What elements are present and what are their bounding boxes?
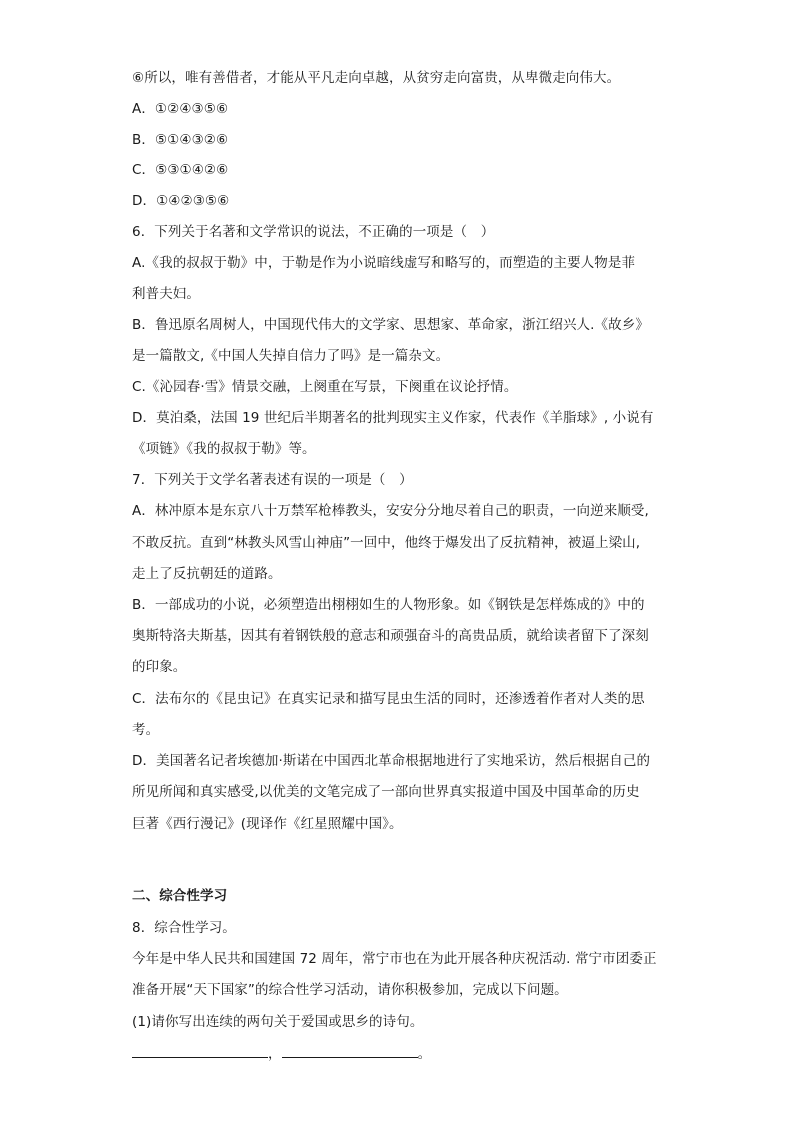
q7-stem: 7．下列关于文学名著表述有误的一项是（ ） [132,472,413,488]
q7-option-b-line3: 的印象。 [132,659,187,675]
q8-sub1-prompt: (1)请你写出连续的两句关于爱国或思乡的诗句。 [132,1014,424,1030]
q5-statement-6: ⑥所以，唯有善借者，才能从平凡走向卓越，从贫穷走向富贵，从卑微走向伟大。 [132,70,621,86]
answer-blank-1[interactable] [132,1043,268,1058]
q6-option-a-line2: 利普夫妇。 [132,286,200,302]
q7-option-b-line2: 奥斯特洛夫斯基，因其有着钢铁般的意志和顽强奋斗的高贵品质，就给读者留下了深刻 [132,628,649,644]
q7-option-d-line2: 所见所闻和真实感受,以优美的文笔完成了一部向世界真实报道中国及中国革命的历史 [132,784,640,800]
q6-option-b-line2: 是一篇散文,《中国人失掉自信力了吗》是一篇杂文。 [132,348,450,364]
q6-option-b-line1: B．鲁迅原名周树人，中国现代伟大的文学家、思想家、革命家，浙江绍兴人.《故乡》 [132,317,649,333]
q8-intro-line1: 今年是中华人民共和国建国 72 周年，常宁市也在为此开展各种庆祝活动. 常宁市团委正 [132,951,657,967]
q5-option-c: C．⑤③①④②⑥ [132,162,229,178]
section-heading: 二、综合性学习 [132,888,228,904]
q7-option-a-line1: A．林冲原本是东京八十万禁军枪棒教头，安安分分地尽着自己的职责，一向逆来顺受, [132,503,649,519]
q6-stem: 6．下列关于名著和文学常识的说法，不正确的一项是（ ） [132,224,495,240]
q7-option-b-line1: B．一部成功的小说，必须塑造出栩栩如生的人物形象。如《钢铁是怎样炼成的》中的 [132,597,645,613]
q8-intro-line2: 准备开展“天下国家”的综合性学习活动，请你积极参加，完成以下问题。 [132,982,568,998]
q5-option-b: B．⑤①④③②⑥ [132,132,229,148]
q6-option-c: C.《沁园春·雪》情景交融，上阕重在写景，下阕重在议论抒情。 [132,379,518,395]
q8-answer-line [132,1043,672,1064]
q6-option-d-line1: D．莫泊桑，法国 19 世纪后半期著名的批判现实主义作家，代表作《羊脂球》, 小说有 [132,410,654,426]
q7-option-c-line1: C．法布尔的《昆虫记》在真实记录和描写昆虫生活的同时，还渗透着作者对人类的思 [132,691,645,707]
q6-option-d-line2: 《项链》《我的叔叔于勒》等。 [132,441,316,457]
q5-option-d: D．①④②③⑤⑥ [132,193,230,209]
q7-option-a-line2: 不敢反抗。直到“林教头风雪山神庙”一回中，他终于爆发出了反抗精神，被逼上梁山, [132,535,641,551]
q7-option-a-line3: 走上了反抗朝廷的道路。 [132,566,282,582]
blank-separator: ， [268,1046,282,1062]
q7-option-c-line2: 考。 [132,722,160,738]
q5-option-a: A．①②④③⑤⑥ [132,101,229,117]
q7-option-d-line3: 巨著《西行漫记》(现译作《红星照耀中国》。 [132,816,403,832]
answer-blank-2[interactable] [282,1043,418,1058]
q7-option-d-line1: D．美国著名记者埃德加·斯诺在中国西北革命根据地进行了实地采访，然后根据自己的 [132,753,651,769]
q8-stem: 8．综合性学习。 [132,920,236,936]
q6-option-a-line1: A.《我的叔叔于勒》中，于勒是作为小说暗线虚写和略写的，而塑造的主要人物是菲 [132,255,636,271]
blank-end-mark: 。 [417,1046,432,1062]
